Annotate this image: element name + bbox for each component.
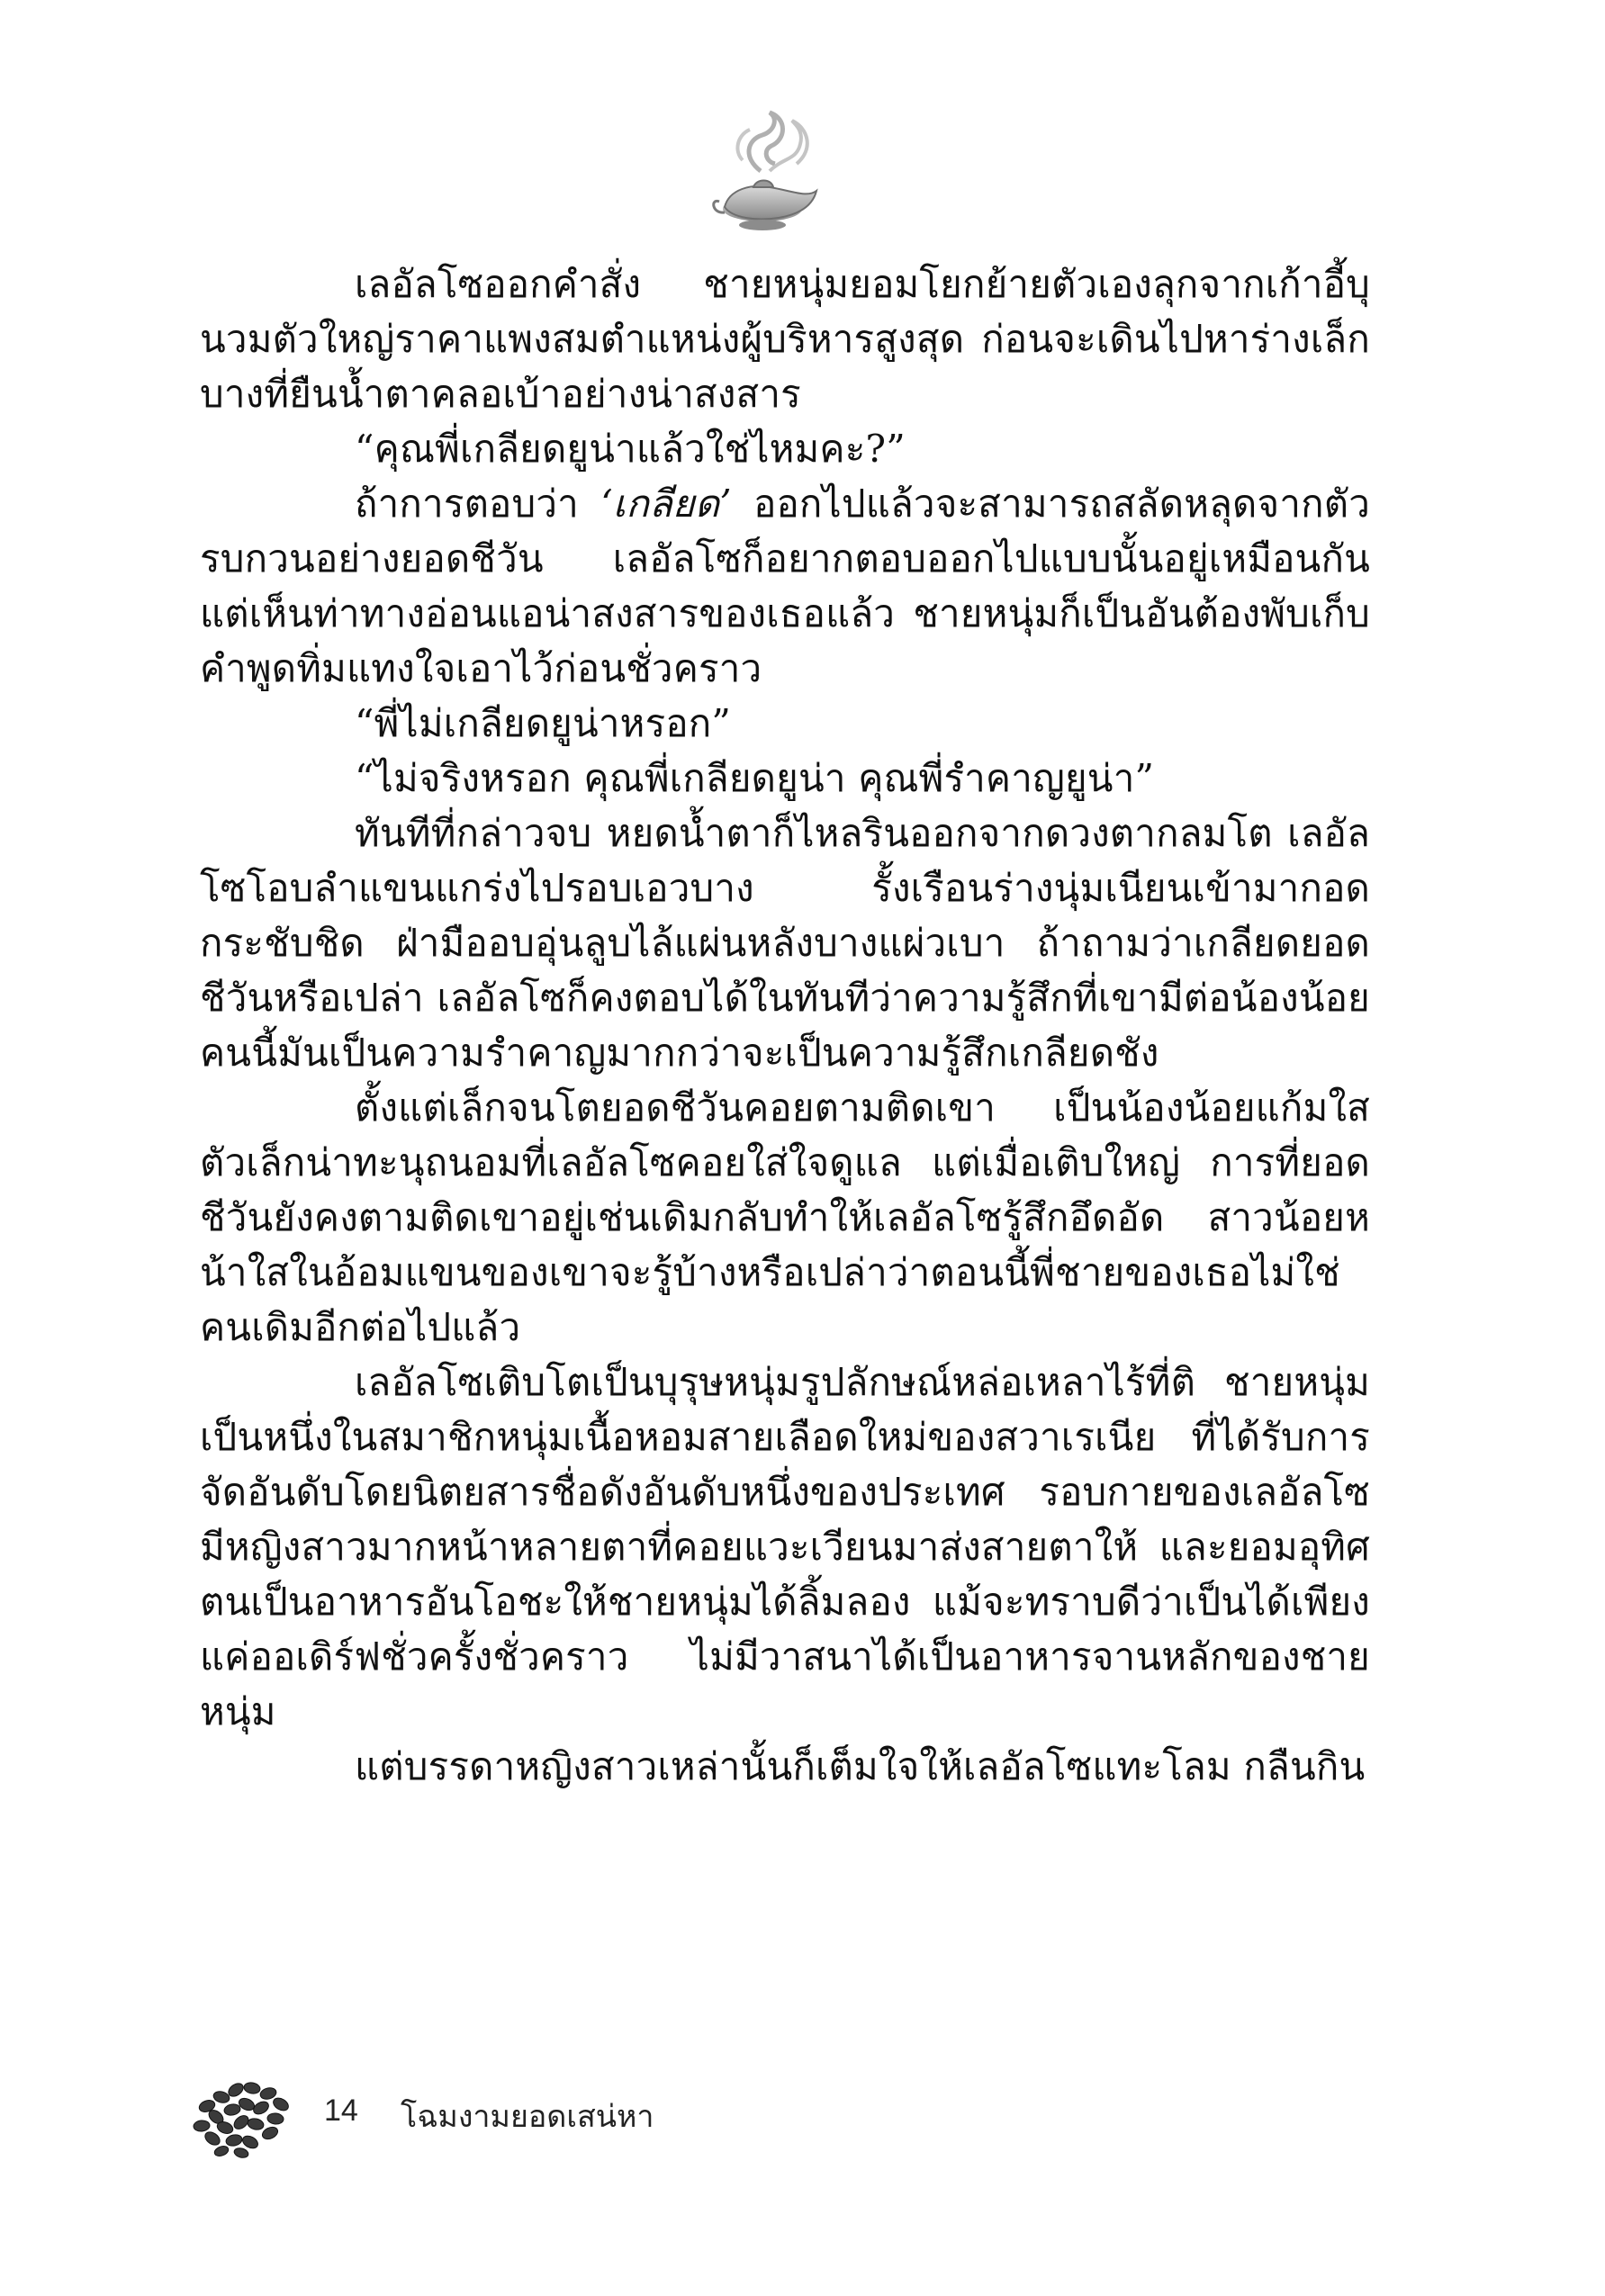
magic-lamp-icon	[707, 108, 824, 234]
paragraph-text: ถ้าการตอบว่า	[355, 482, 601, 526]
body-text	[200, 257, 1370, 1794]
paragraph: เลอัลโซออกคำสั่ง ชายหนุ่มยอมโยกย้ายตัวเองลุกจากเก้าอี้บุนวมตัวใหญ่ราคาแพงสมตำแหน่งผู้บริหารสูงสุด ก่อนจะเดินไปหาร่างเล็กบางที่ยืนน้ำตาคลอเบ้าอย่างน่าสงสาร	[200, 262, 1370, 416]
paragraph: “คุณพี่เกลียดยูน่าแล้วใช่ไหมคะ?”	[355, 427, 906, 471]
book-title: โฉมงามยอดเสน่หา	[401, 2099, 654, 2135]
paragraph: เลอัลโซเติบโตเป็นบุรุษหนุ่มรูปลักษณ์หล่อเหลาไร้ที่ติ ชายหนุ่มเป็นหนึ่งในสมาชิกหนุ่มเนื้อหอมสายเลือดใหม่ของสวาเรเนีย ที่ได้รับการจัดอันดับโดยนิตยสารชื่อดังอันดับหนึ่งของประเทศ รอบกายของเลอัลโซมีหญิงสาวมากหน้าหลายตาที่คอยแวะเวียนมาส่งสายตาให้ และยอมอุทิศตนเป็นอาหารอันโอชะให้ชายหนุ่มได้ลิ้มลอง แม้จะทราบดีว่าเป็นได้เพียงแค่ออเดิร์ฟชั่วครั้งชั่วคราว ไม่มีวาสนาได้เป็นอาหารจานหลักของชายหนุ่ม	[200, 1360, 1370, 1733]
coffee-beans-icon	[189, 2070, 297, 2160]
paragraph: “ไม่จริงหรอก คุณพี่เกลียดยูน่า คุณพี่รำคาญยูน่า”	[355, 756, 1155, 800]
page-footer	[189, 2070, 819, 2169]
paragraph: ทันทีที่กล่าวจบ หยดน้ำตาก็ไหลรินออกจากดวงตากลมโต เลอัลโซโอบลำแขนแกร่งไปรอบเอวบาง รั้งเรือนร่างนุ่มเนียนเข้ามากอดกระชับชิด ฝ่ามืออบอุ่นลูบไล้แผ่นหลังบางแผ่วเบา ถ้าถามว่าเกลียดยอดชีวันหรือเปล่า เลอัลโซก็คงตอบได้ในทันทีว่าความรู้สึกที่เขามีต่อน้องน้อยคนนี้มันเป็นความรำคาญมากกว่าจะเป็นความรู้สึกเกลียดชัง	[200, 811, 1370, 1075]
emphasized-word: ‘เกลียด’	[600, 482, 732, 526]
paragraph: ตั้งแต่เล็กจนโตยอดชีวันคอยตามติดเขา เป็นน้องน้อยแก้มใสตัวเล็กน่าทะนุถนอมที่เลอัลโซคอยใส่ใจดูแล แต่เมื่อเติบใหญ่ การที่ยอดชีวันยังคงตามติดเขาอยู่เช่นเดิมกลับทำให้เลอัลโซรู้สึกอึดอัด สาวน้อยหน้าใสในอ้อมแขนของเขาจะรู้บ้างหรือเปล่าว่าตอนนี้พี่ชายของเธอไม่ใช่คนเดิมอีกต่อไปแล้ว	[200, 1085, 1370, 1349]
paragraph-text: ออกไปแล้วจะสามารถสลัดหลุดจากตัวรบกวนอย่างยอดชีวัน เลอัลโซก็อยากตอบออกไปแบบนั้นอยู่เหมือนกัน แต่เห็นท่าทางอ่อนแอน่าสงสารของเธอแล้ว ชายหนุ่มก็เป็นอันต้องพับเก็บคำพูดทิ่มแทงใจเอาไว้ก่อนชั่วคราว	[200, 482, 1370, 690]
page-number: 14	[324, 2093, 358, 2128]
paragraph	[200, 476, 1370, 696]
paragraph: แต่บรรดาหญิงสาวเหล่านั้นก็เต็มใจให้เลอัลโซแทะโลม กลืนกิน	[355, 1744, 1366, 1788]
paragraph: “พี่ไม่เกลียดยูน่าหรอก”	[355, 701, 732, 745]
